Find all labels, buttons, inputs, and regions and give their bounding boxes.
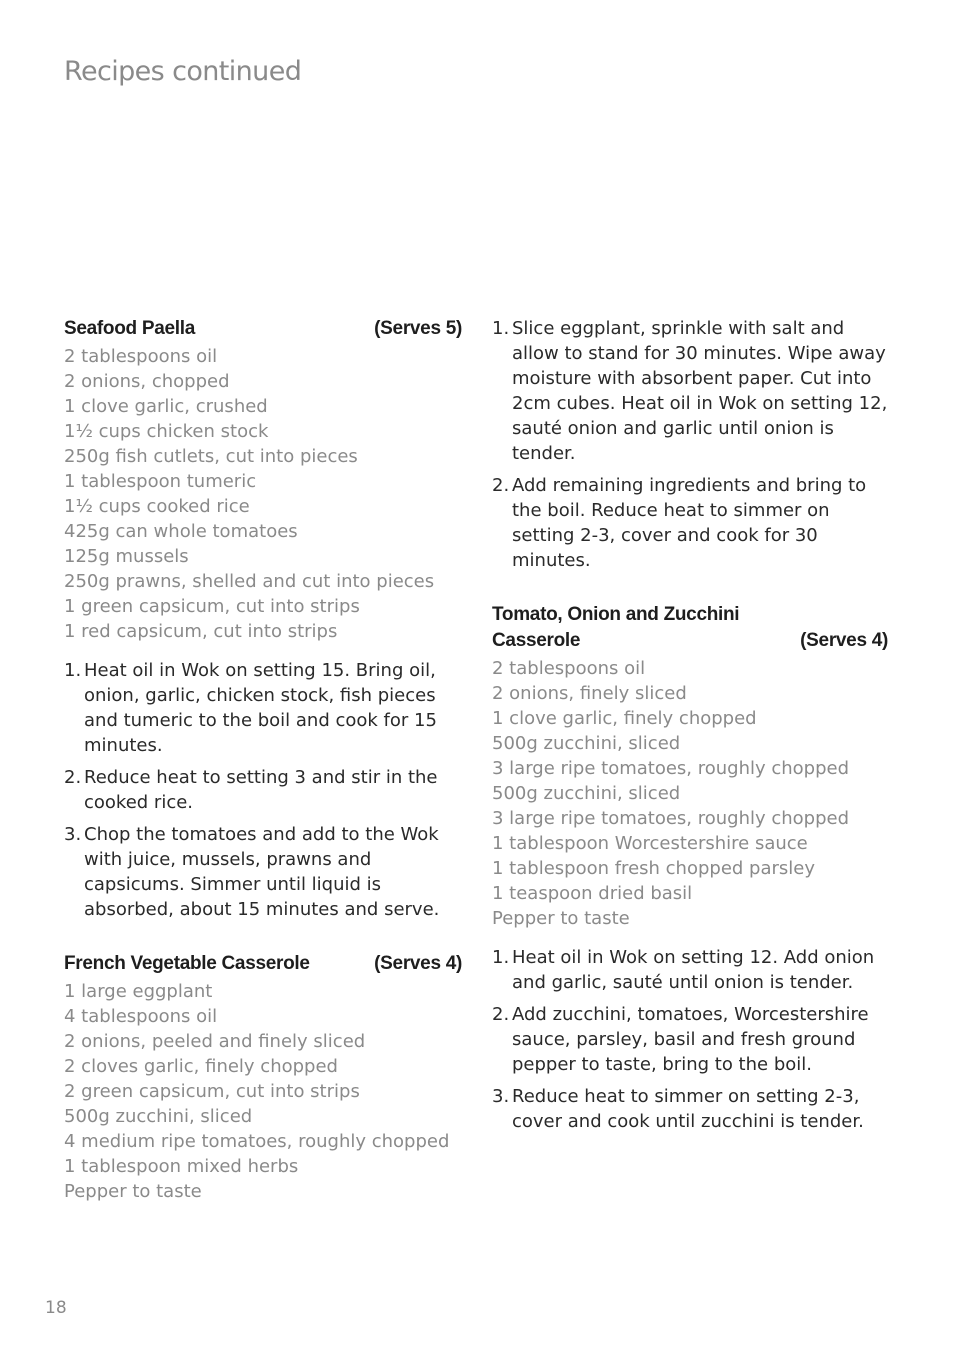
ingredient-item: 1 teaspoon dried basil	[492, 883, 693, 904]
ingredient-item: 3 large ripe tomatoes, roughly chopped	[492, 758, 850, 779]
recipe-serves: (Serves 5)	[374, 318, 462, 339]
step-number: 3.	[64, 824, 82, 845]
ingredient-item: 2 tablespoons oil	[492, 658, 646, 679]
step-text: Slice eggplant, sprinkle with salt and allow to stand for 30 minutes. Wipe away moisture with absorbent paper. Cut into 2cm cubes. Heat oil in Wok on setting 12, sauté onion and garlic until onion is tender.	[512, 318, 888, 464]
ingredient-item: 1½ cups chicken stock	[64, 421, 269, 442]
ingredient-item: 1 red capsicum, cut into strips	[64, 621, 338, 642]
ingredient-item: 250g prawns, shelled and cut into pieces	[64, 571, 435, 592]
recipe-title-tomato-onion-zucchini-casserole	[492, 602, 888, 654]
ingredient-item: 1 clove garlic, crushed	[64, 396, 268, 417]
recipe-name: Seafood Paella	[64, 318, 195, 339]
step-number: 3.	[492, 1086, 510, 1107]
ingredient-item: 2 onions, finely sliced	[492, 683, 687, 704]
recipe-name-line1: Tomato, Onion and Zucchini	[492, 604, 740, 625]
step-number: 2.	[492, 475, 510, 496]
method-list-french-vegetable-casserole	[492, 316, 888, 573]
step-text: Heat oil in Wok on setting 12. Add onion and garlic, sauté until onion is tender.	[512, 947, 875, 993]
recipe-serves: (Serves 4)	[374, 953, 462, 974]
recipe-serves: (Serves 4)	[800, 630, 888, 651]
ingredient-item: Pepper to taste	[492, 908, 630, 929]
ingredient-item: 500g zucchini, sliced	[492, 733, 681, 754]
page-number: 18	[45, 1298, 67, 1318]
ingredient-item: 2 green capsicum, cut into strips	[64, 1081, 360, 1102]
ingredient-list-french-vegetable-casserole	[64, 979, 462, 1204]
ingredient-item: 1 tablespoon fresh chopped parsley	[492, 858, 815, 879]
step-number: 1.	[64, 660, 82, 681]
step-text: Reduce heat to simmer on setting 2-3, cover and cook until zucchini is tender.	[512, 1086, 864, 1132]
method-step	[492, 945, 888, 995]
recipe-name-line2: Casserole	[492, 630, 581, 651]
method-list-seafood-paella	[64, 658, 462, 922]
ingredient-item: 500g zucchini, sliced	[64, 1106, 253, 1127]
ingredient-item: 1 tablespoon mixed herbs	[64, 1156, 299, 1177]
ingredient-item: Pepper to taste	[64, 1181, 202, 1202]
ingredient-item: 500g zucchini, sliced	[492, 783, 681, 804]
ingredient-list-seafood-paella	[64, 344, 462, 644]
recipe-title-seafood-paella	[64, 316, 462, 342]
page-title: Recipes continued	[64, 56, 302, 87]
recipe-name: French Vegetable Casserole	[64, 953, 310, 974]
step-text: Add remaining ingredients and bring to the boil. Reduce heat to simmer on setting 2-3, cover and cook for 30 minutes.	[512, 475, 867, 571]
ingredient-item: 1 green capsicum, cut into strips	[64, 596, 360, 617]
method-list-tomato-onion-zucchini-casserole	[492, 945, 888, 1134]
step-text: Heat oil in Wok on setting 15. Bring oil, onion, garlic, chicken stock, fish pieces and tumeric to the boil and cook for 15 minutes.	[84, 660, 437, 756]
ingredient-item: 1 tablespoon tumeric	[64, 471, 257, 492]
method-step	[492, 316, 888, 466]
method-step	[492, 473, 888, 573]
recipe-title-row2	[492, 628, 888, 654]
method-step	[64, 765, 462, 815]
method-step	[492, 1002, 888, 1077]
step-number: 2.	[64, 767, 82, 788]
ingredient-item: 4 tablespoons oil	[64, 1006, 218, 1027]
left-column	[64, 316, 462, 1204]
ingredient-item: 2 onions, chopped	[64, 371, 230, 392]
ingredient-item: 2 tablespoons oil	[64, 346, 218, 367]
ingredient-item: 2 onions, peeled and finely sliced	[64, 1031, 366, 1052]
recipe-title-french-vegetable-casserole	[64, 951, 462, 977]
step-number: 1.	[492, 947, 510, 968]
step-text: Add zucchini, tomatoes, Worcestershire sauce, parsley, basil and fresh ground pepper to taste, bring to the boil.	[512, 1004, 869, 1075]
step-number: 1.	[492, 318, 510, 339]
step-text: Chop the tomatoes and add to the Wok with juice, mussels, prawns and capsicums. Simmer until liquid is absorbed, about 15 minutes and serve.	[84, 824, 440, 920]
ingredient-item: 1 tablespoon Worcestershire sauce	[492, 833, 808, 854]
ingredient-item: 425g can whole tomatoes	[64, 521, 298, 542]
ingredient-item: 1½ cups cooked rice	[64, 496, 250, 517]
ingredient-item: 4 medium ripe tomatoes, roughly chopped	[64, 1131, 450, 1152]
ingredient-list-tomato-onion-zucchini-casserole	[492, 656, 888, 931]
ingredient-item: 1 large eggplant	[64, 981, 213, 1002]
method-step	[492, 1084, 888, 1134]
method-step	[64, 658, 462, 758]
ingredient-item: 125g mussels	[64, 546, 189, 567]
ingredient-item: 3 large ripe tomatoes, roughly chopped	[492, 808, 850, 829]
right-column	[492, 316, 888, 1141]
ingredient-item: 250g fish cutlets, cut into pieces	[64, 446, 358, 467]
ingredient-item: 1 clove garlic, finely chopped	[492, 708, 757, 729]
ingredient-item: 2 cloves garlic, finely chopped	[64, 1056, 338, 1077]
step-number: 2.	[492, 1004, 510, 1025]
method-step	[64, 822, 462, 922]
step-text: Reduce heat to setting 3 and stir in the cooked rice.	[84, 767, 438, 813]
